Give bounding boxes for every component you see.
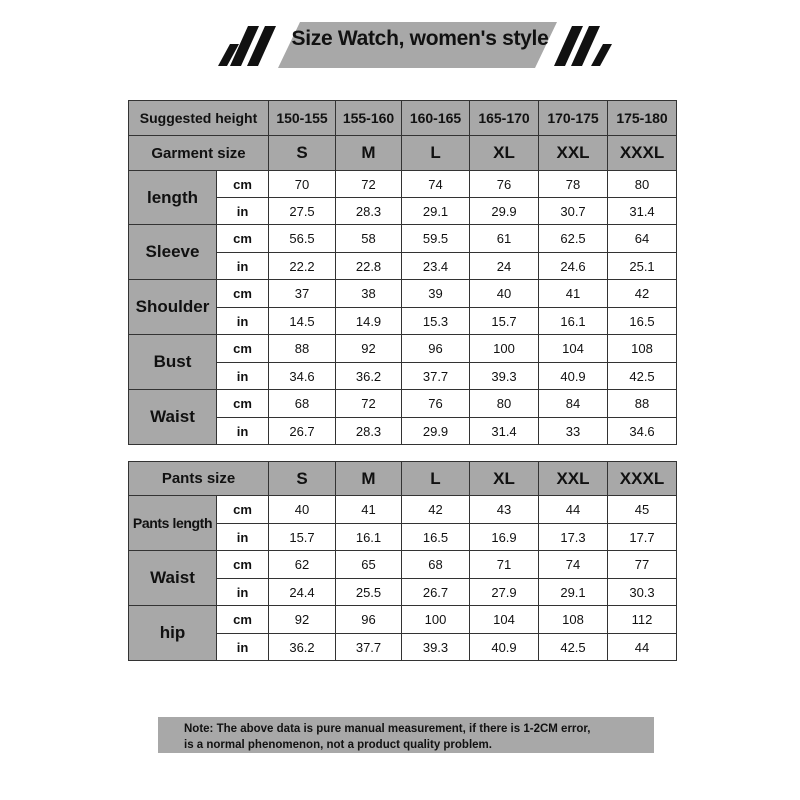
value-cell: 56.5 — [269, 225, 336, 253]
value-cell: 27.9 — [470, 579, 539, 606]
value-cell: 28.3 — [336, 198, 402, 225]
note-line-1: Note: The above data is pure manual measurement, if there is 1-2CM error, — [184, 723, 591, 735]
value-cell: 78 — [539, 171, 608, 198]
value-cell: 41 — [336, 496, 402, 524]
unit-cell: in — [217, 579, 269, 606]
value-cell: 59.5 — [402, 225, 470, 253]
value-cell: 27.5 — [269, 198, 336, 225]
size-cell: XXXL — [608, 462, 677, 496]
unit-cell: in — [217, 253, 269, 280]
size-cell: L — [402, 462, 470, 496]
value-cell: 24.4 — [269, 579, 336, 606]
value-cell: 28.3 — [336, 418, 402, 445]
value-cell: 104 — [539, 335, 608, 363]
value-cell: 42.5 — [539, 634, 608, 661]
value-cell: 29.9 — [470, 198, 539, 225]
value-cell: 37 — [269, 280, 336, 308]
value-cell: 15.3 — [402, 308, 470, 335]
value-cell: 42 — [402, 496, 470, 524]
height-cell: 150-155 — [269, 101, 336, 136]
measure-label: Waist — [129, 390, 217, 445]
unit-cell: cm — [217, 606, 269, 634]
size-row — [129, 136, 677, 171]
unit-cell: in — [217, 634, 269, 661]
value-cell: 43 — [470, 496, 539, 524]
value-cell: 62 — [269, 551, 336, 579]
height-row — [129, 101, 677, 136]
pants-size-label: Pants size — [129, 462, 269, 496]
value-cell: 16.1 — [336, 524, 402, 551]
value-cell: 92 — [269, 606, 336, 634]
value-cell: 104 — [470, 606, 539, 634]
value-cell: 80 — [608, 171, 677, 198]
value-cell: 108 — [539, 606, 608, 634]
value-cell: 16.1 — [539, 308, 608, 335]
size-cell: S — [269, 462, 336, 496]
value-cell: 39.3 — [470, 363, 539, 390]
table-row — [129, 606, 677, 634]
value-cell: 76 — [402, 390, 470, 418]
value-cell: 14.9 — [336, 308, 402, 335]
table-row — [129, 225, 677, 253]
height-cell: 175-180 — [608, 101, 677, 136]
value-cell: 31.4 — [608, 198, 677, 225]
value-cell: 42.5 — [608, 363, 677, 390]
value-cell: 44 — [608, 634, 677, 661]
size-cell: XXL — [539, 136, 608, 171]
height-label: Suggested height — [129, 101, 269, 136]
size-row — [129, 462, 677, 496]
value-cell: 74 — [539, 551, 608, 579]
height-cell: 155-160 — [336, 101, 402, 136]
value-cell: 100 — [470, 335, 539, 363]
value-cell: 77 — [608, 551, 677, 579]
value-cell: 37.7 — [402, 363, 470, 390]
value-cell: 14.5 — [269, 308, 336, 335]
value-cell: 64 — [608, 225, 677, 253]
value-cell: 39.3 — [402, 634, 470, 661]
value-cell: 40 — [470, 280, 539, 308]
measure-label: hip — [129, 606, 217, 661]
unit-cell: in — [217, 524, 269, 551]
value-cell: 23.4 — [402, 253, 470, 280]
value-cell: 68 — [269, 390, 336, 418]
value-cell: 71 — [470, 551, 539, 579]
size-cell: L — [402, 136, 470, 171]
value-cell: 16.5 — [608, 308, 677, 335]
value-cell: 16.5 — [402, 524, 470, 551]
chart-title: Size Watch, women's style — [291, 27, 549, 50]
value-cell: 80 — [470, 390, 539, 418]
title-banner — [0, 0, 800, 80]
value-cell: 37.7 — [336, 634, 402, 661]
value-cell: 25.1 — [608, 253, 677, 280]
measure-label: Pants length — [129, 496, 217, 551]
size-cell: XXL — [539, 462, 608, 496]
value-cell: 61 — [470, 225, 539, 253]
unit-cell: cm — [217, 171, 269, 198]
value-cell: 62.5 — [539, 225, 608, 253]
value-cell: 36.2 — [269, 634, 336, 661]
table-row — [129, 171, 677, 198]
value-cell: 33 — [539, 418, 608, 445]
garment-size-table — [128, 100, 677, 445]
table-row — [129, 390, 677, 418]
height-cell: 160-165 — [402, 101, 470, 136]
unit-cell: cm — [217, 225, 269, 253]
value-cell: 70 — [269, 171, 336, 198]
value-cell: 29.9 — [402, 418, 470, 445]
value-cell: 31.4 — [470, 418, 539, 445]
table-row — [129, 496, 677, 524]
value-cell: 30.3 — [608, 579, 677, 606]
measure-label: Sleeve — [129, 225, 217, 280]
unit-cell: cm — [217, 551, 269, 579]
unit-cell: cm — [217, 390, 269, 418]
table-row — [129, 551, 677, 579]
value-cell: 36.2 — [336, 363, 402, 390]
unit-cell: cm — [217, 496, 269, 524]
value-cell: 84 — [539, 390, 608, 418]
value-cell: 68 — [402, 551, 470, 579]
value-cell: 74 — [402, 171, 470, 198]
unit-cell: in — [217, 198, 269, 225]
value-cell: 88 — [269, 335, 336, 363]
value-cell: 72 — [336, 390, 402, 418]
value-cell: 22.2 — [269, 253, 336, 280]
value-cell: 24.6 — [539, 253, 608, 280]
note-line-2: is a normal phenomenon, not a product quality problem. — [184, 739, 492, 751]
value-cell: 29.1 — [402, 198, 470, 225]
value-cell: 96 — [336, 606, 402, 634]
height-cell: 165-170 — [470, 101, 539, 136]
size-cell: S — [269, 136, 336, 171]
value-cell: 34.6 — [269, 363, 336, 390]
unit-cell: cm — [217, 335, 269, 363]
size-cell: XL — [470, 462, 539, 496]
value-cell: 42 — [608, 280, 677, 308]
value-cell: 44 — [539, 496, 608, 524]
right-stripe-small — [591, 44, 612, 66]
measure-label: length — [129, 171, 217, 225]
value-cell: 72 — [336, 171, 402, 198]
value-cell: 38 — [336, 280, 402, 308]
value-cell: 39 — [402, 280, 470, 308]
measure-label: Waist — [129, 551, 217, 606]
value-cell: 100 — [402, 606, 470, 634]
value-cell: 26.7 — [269, 418, 336, 445]
measure-label: Bust — [129, 335, 217, 390]
value-cell: 25.5 — [336, 579, 402, 606]
size-cell: M — [336, 136, 402, 171]
unit-cell: in — [217, 308, 269, 335]
height-cell: 170-175 — [539, 101, 608, 136]
value-cell: 24 — [470, 253, 539, 280]
value-cell: 41 — [539, 280, 608, 308]
value-cell: 76 — [470, 171, 539, 198]
value-cell: 108 — [608, 335, 677, 363]
value-cell: 15.7 — [470, 308, 539, 335]
unit-cell: in — [217, 418, 269, 445]
value-cell: 16.9 — [470, 524, 539, 551]
value-cell: 30.7 — [539, 198, 608, 225]
value-cell: 58 — [336, 225, 402, 253]
size-cell: XXXL — [608, 136, 677, 171]
unit-cell: in — [217, 363, 269, 390]
size-cell: M — [336, 462, 402, 496]
garment-size-label: Garment size — [129, 136, 269, 171]
value-cell: 40 — [269, 496, 336, 524]
value-cell: 40.9 — [470, 634, 539, 661]
value-cell: 17.7 — [608, 524, 677, 551]
unit-cell: cm — [217, 280, 269, 308]
value-cell: 112 — [608, 606, 677, 634]
table-row — [129, 335, 677, 363]
table-row — [129, 280, 677, 308]
value-cell: 29.1 — [539, 579, 608, 606]
value-cell: 26.7 — [402, 579, 470, 606]
value-cell: 88 — [608, 390, 677, 418]
value-cell: 92 — [336, 335, 402, 363]
value-cell: 34.6 — [608, 418, 677, 445]
measure-label: Shoulder — [129, 280, 217, 335]
value-cell: 15.7 — [269, 524, 336, 551]
value-cell: 96 — [402, 335, 470, 363]
disclaimer-note — [158, 717, 654, 753]
pants-size-table — [128, 461, 677, 661]
value-cell: 17.3 — [539, 524, 608, 551]
value-cell: 40.9 — [539, 363, 608, 390]
value-cell: 45 — [608, 496, 677, 524]
value-cell: 65 — [336, 551, 402, 579]
value-cell: 22.8 — [336, 253, 402, 280]
size-cell: XL — [470, 136, 539, 171]
